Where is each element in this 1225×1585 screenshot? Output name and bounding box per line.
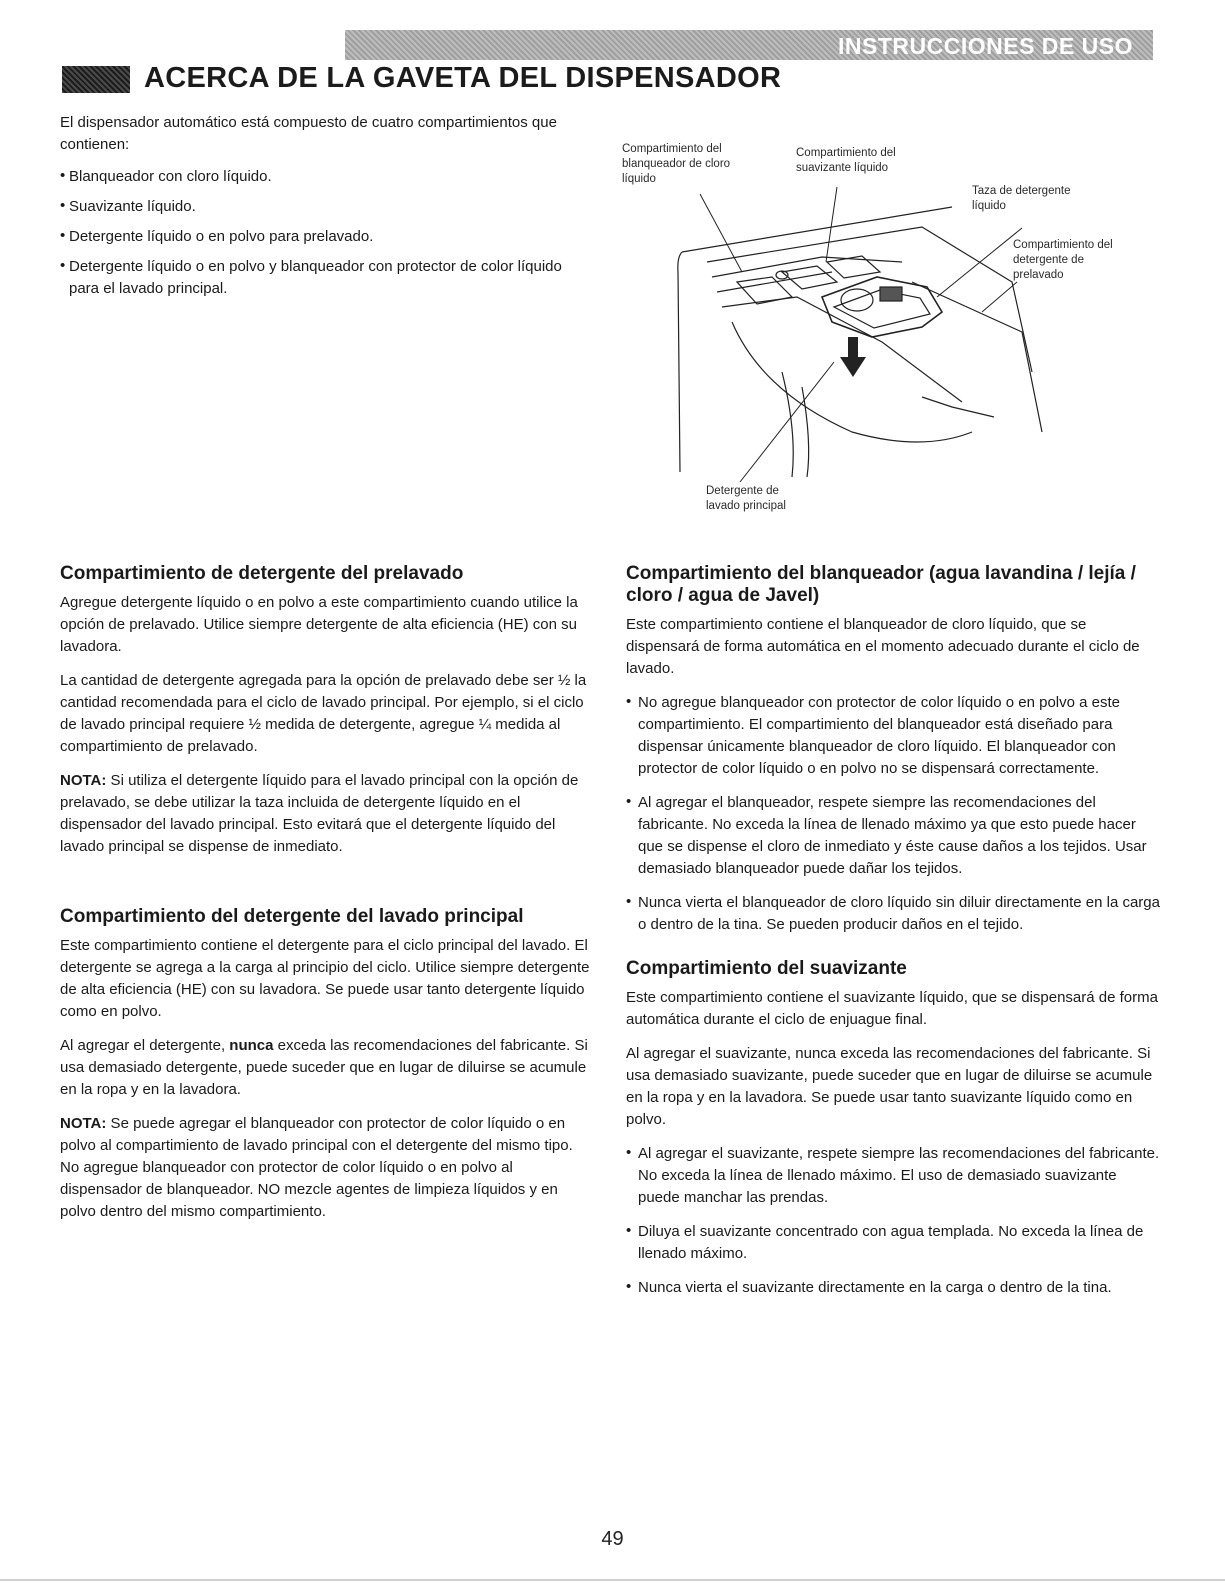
label-softener-compartment: Compartimiento del suavizante líquido xyxy=(796,147,896,174)
note-label: NOTA: xyxy=(60,772,107,789)
intro-item: • Blanqueador con cloro líquido. xyxy=(60,166,580,188)
intro-item: • Detergente líquido o en polvo para prelavado. xyxy=(60,226,580,248)
softener-paragraph-1: Este compartimiento contiene el suavizante líquido, que se dispensará de forma automática durante el ciclo de enjuague final. xyxy=(626,989,1158,1028)
bleach-list xyxy=(626,692,1161,936)
main-p2-emphasis: nunca xyxy=(229,1037,274,1054)
right-column xyxy=(626,563,1161,1311)
label-bleach-compartment: Compartimiento del blanqueador de cloro líquido xyxy=(622,143,731,185)
softener-item: • Nunca vierta el suavizante directamente en la carga o dentro de la tina. xyxy=(626,1277,1161,1299)
intro-text: El dispensador automático está compuesto de cuatro compartimientos que contienen: xyxy=(60,114,557,153)
bottom-rule xyxy=(0,1579,1225,1581)
main-p2-end: exceda las recomendaciones del fabricante. Si usa demasiado detergente, puede suceder que en lugar de diluirse se acumule en la ropa y en la lavadora. xyxy=(60,1037,588,1098)
intro-section xyxy=(60,112,580,308)
page-number: 49 xyxy=(601,1528,624,1550)
intro-item: • Suavizante líquido. xyxy=(60,196,580,218)
bleach-paragraph-1: Este compartimiento contiene el blanqueador de cloro líquido, que se dispensará de forma automática en el momento adecuado durante el ciclo de lavado. xyxy=(626,616,1140,677)
heading-main-detergent: Compartimiento del detergente del lavado principal xyxy=(60,906,524,927)
banner-text: INSTRUCCIONES DE USO xyxy=(838,33,1133,59)
label-prewash-compartment: Compartimiento del detergente de prelavado xyxy=(1013,239,1113,281)
main-p2-start: Al agregar el detergente, xyxy=(60,1037,230,1054)
bleach-item: • Al agregar el blanqueador, respete siempre las recomendaciones del fabricante. No exceda la línea de llenado máximo ya que esto puede hacer que se dispense el cloro de inmediato y éste cause daños a los tejidos. Usar demasiado blanqueador puede dañar los tejidos. xyxy=(626,792,1161,880)
intro-item: • Detergente líquido o en polvo y blanqueador con protector de color líquido para el lavado principal. xyxy=(60,256,580,300)
heading-prewash: Compartimiento de detergente del prelavado xyxy=(60,563,464,584)
note-text: Se puede agregar el blanqueador con protector de color líquido o en polvo al compartimiento de lavado principal con el detergente del mismo tipo. No agregue blanqueador con protector de color líquido o en polvo al dispensador de blanqueador. NO mezcle agentes de limpieza líquidos y en polvo dentro del mismo compartimiento. xyxy=(60,1115,573,1220)
title-marker-block xyxy=(62,66,130,93)
prewash-paragraph-1: Agregue detergente líquido o en polvo a este compartimiento cuando utilice la opción de prelavado. Utilice siempre detergente de alta eficiencia (HE) con su lavadora. xyxy=(60,594,578,655)
bleach-item: • Nunca vierta el blanqueador de cloro líquido sin diluir directamente en la carga o dentro de la tina. Se pueden producir daños en el tejido. xyxy=(626,892,1161,936)
dispenser-illustration xyxy=(622,132,1122,527)
note-text: Si utiliza el detergente líquido para el lavado principal con la opción de prelavado, se debe utilizar la taza incluida de detergente líquido en el dispensador del lavado principal. Esto evitará que el detergente líquido del lavado principal se dispense de inmediato. xyxy=(60,772,579,855)
main-paragraph-2 xyxy=(60,1035,590,1101)
bleach-item: • No agregue blanqueador con protector de color líquido o en polvo a este compartimiento. El compartimiento del blanqueador está diseñado para dispensar únicamente blanqueador de cloro líquido. El blanqueador con protector de color líquido o en polvo no se dispensará correctamente. xyxy=(626,692,1161,780)
left-column xyxy=(60,563,590,1235)
intro-list xyxy=(60,166,580,300)
main-note xyxy=(60,1113,590,1223)
page-title: ACERCA DE LA GAVETA DEL DISPENSADOR xyxy=(144,62,782,94)
label-main-detergent: Detergente de lavado principal xyxy=(706,485,786,512)
section-banner xyxy=(345,30,1153,60)
main-paragraph-1: Este compartimiento contiene el detergente para el ciclo principal del lavado. El detergente se agrega a la carga al principio del ciclo. Utilice siempre detergente de alta eficiencia (HE) con su lavadora. Se puede usar tanto detergente líquido como en polvo. xyxy=(60,937,590,1020)
prewash-note xyxy=(60,770,590,858)
heading-bleach: Compartimiento del blanqueador (agua lavandina / lejía / cloro / agua de Javel) xyxy=(626,563,1136,606)
note-label: NOTA: xyxy=(60,1115,107,1132)
softener-item: • Diluya el suavizante concentrado con agua templada. No exceda la línea de llenado máximo. xyxy=(626,1221,1161,1265)
softener-item: • Al agregar el suavizante, respete siempre las recomendaciones del fabricante. No exceda la línea de llenado máximo. El uso de demasiado suavizante puede manchar las prendas. xyxy=(626,1143,1161,1209)
softener-paragraph-2: Al agregar el suavizante, nunca exceda las recomendaciones del fabricante. Si usa demasiado suavizante, puede suceder que en lugar de diluirse se acumule en la ropa y en la lavadora. Se puede usar tanto suavizante líquido como en polvo. xyxy=(626,1045,1153,1128)
softener-list xyxy=(626,1143,1161,1299)
prewash-paragraph-2: La cantidad de detergente agregada para la opción de prelavado debe ser ½ la cantidad recomendada para el ciclo de lavado principal. Por ejemplo, si el ciclo de lavado principal requiere ½ medida de detergente, agregue ¼ medida al compartimiento de prelavado. xyxy=(60,672,587,755)
heading-softener: Compartimiento del suavizante xyxy=(626,958,907,979)
label-detergent-cup: Taza de detergente líquido xyxy=(972,185,1071,212)
